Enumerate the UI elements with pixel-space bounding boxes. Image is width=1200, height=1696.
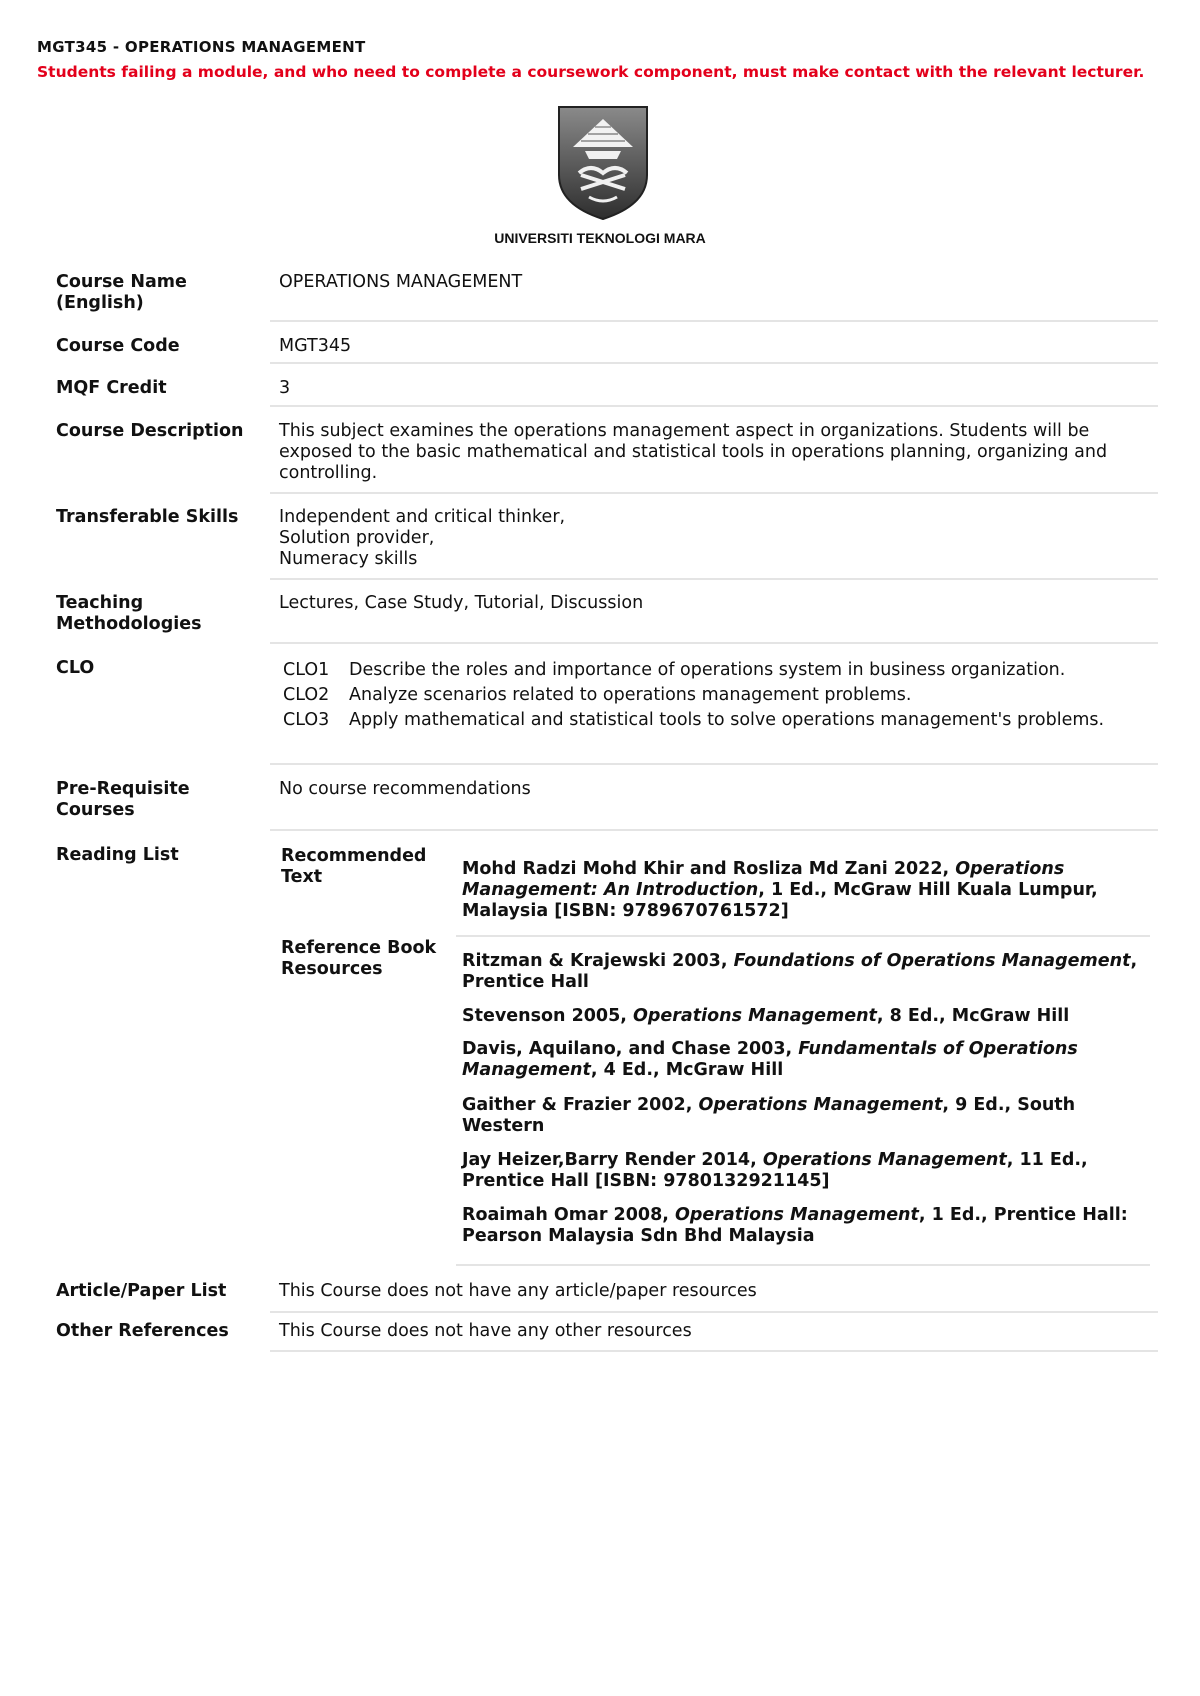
clo-text: Analyze scenarios related to operations management problems. <box>349 685 912 705</box>
clo-item <box>283 685 1163 706</box>
course-name-value: OPERATIONS MANAGEMENT <box>279 272 523 292</box>
divider <box>456 1264 1150 1266</box>
mqf-credit-label: MQF Credit <box>56 378 167 398</box>
reading-entry: Davis, Aquilano, and Chase 2003, Fundamentals of Operations Management, 4 Ed., McGraw Hill <box>462 1039 1078 1080</box>
divider <box>270 1350 1158 1352</box>
reading-entry: Gaither & Frazier 2002, Operations Management, 9 Ed., South Western <box>462 1095 1076 1136</box>
clo-item <box>283 710 1163 731</box>
divider <box>270 1311 1158 1313</box>
prerequisite-value: No course recommendations <box>279 779 531 799</box>
divider <box>270 492 1158 494</box>
university-logo <box>555 105 651 221</box>
prerequisite-label: Pre-Requisite Courses <box>56 779 190 820</box>
divider <box>456 935 1150 937</box>
reading-entry: Ritzman & Krajewski 2003, Foundations of Operations Management, Prentice Hall <box>462 951 1138 992</box>
divider <box>270 642 1158 644</box>
course-code-value: MGT345 <box>279 336 352 356</box>
clo-code: CLO1 <box>283 660 330 680</box>
transferable-skills-value <box>279 507 1139 570</box>
article-list-value: This Course does not have any article/paper resources <box>279 1281 757 1301</box>
divider <box>270 320 1158 322</box>
transferable-skills-label: Transferable Skills <box>56 507 239 527</box>
page-title: MGT345 - OPERATIONS MANAGEMENT <box>37 38 366 56</box>
reading-entry: Roaimah Omar 2008, Operations Management, 1 Ed., Prentice Hall: Pearson Malaysia Sdn Bhd Malaysia <box>462 1205 1128 1246</box>
clo-list <box>283 660 1163 735</box>
course-code-label: Course Code <box>56 336 180 356</box>
clo-label: CLO <box>56 658 95 678</box>
teaching-methodologies-label: Teaching Methodologies <box>56 593 202 634</box>
divider <box>270 362 1158 364</box>
clo-text: Describe the roles and importance of operations system in business organization. <box>349 660 1066 680</box>
reference-book-label: Reference Book Resources <box>281 938 437 979</box>
skill-item: Solution provider, <box>279 528 435 548</box>
teaching-methodologies-value: Lectures, Case Study, Tutorial, Discussion <box>279 593 644 613</box>
reading-list-label: Reading List <box>56 845 179 865</box>
article-list-label: Article/Paper List <box>56 1281 227 1301</box>
course-description-value: This subject examines the operations management aspect in organizations. Students will be exposed to the basic mathematical and statistical tools in operations planning, organizing and controlling. <box>279 421 1108 483</box>
recommended-text-label: Recommended Text <box>281 846 427 887</box>
course-name-label: Course Name (English) <box>56 272 187 313</box>
reading-entry: Mohd Radzi Mohd Khir and Rosliza Md Zani 2022, Operations Management: An Introduction, 1 Ed., McGraw Hill Kuala Lumpur, Malaysia [ISBN: 9789670761572] <box>462 859 1098 921</box>
skill-item: Independent and critical thinker, <box>279 507 566 527</box>
divider <box>270 578 1158 580</box>
clo-code: CLO3 <box>283 710 330 730</box>
divider <box>270 829 1158 831</box>
warning-notice: Students failing a module, and who need to complete a coursework component, must make contact with the relevant lecturer. <box>37 63 1145 81</box>
university-name: UNIVERSITI TEKNOLOGI MARA <box>494 230 706 246</box>
mqf-credit-value: 3 <box>279 378 291 398</box>
divider <box>270 405 1158 407</box>
clo-text: Apply mathematical and statistical tools to solve operations management's problems. <box>349 710 1105 730</box>
other-references-value: This Course does not have any other resources <box>279 1321 692 1341</box>
other-references-label: Other References <box>56 1321 229 1341</box>
reading-entry: Stevenson 2005, Operations Management, 8 Ed., McGraw Hill <box>462 1006 1070 1026</box>
skill-item: Numeracy skills <box>279 549 418 569</box>
course-description-label: Course Description <box>56 421 244 441</box>
reading-entry: Jay Heizer,Barry Render 2014, Operations Management, 11 Ed., Prentice Hall [ISBN: 9780132921145] <box>462 1150 1088 1191</box>
clo-item <box>283 660 1163 681</box>
clo-code: CLO2 <box>283 685 330 705</box>
divider <box>270 763 1158 765</box>
